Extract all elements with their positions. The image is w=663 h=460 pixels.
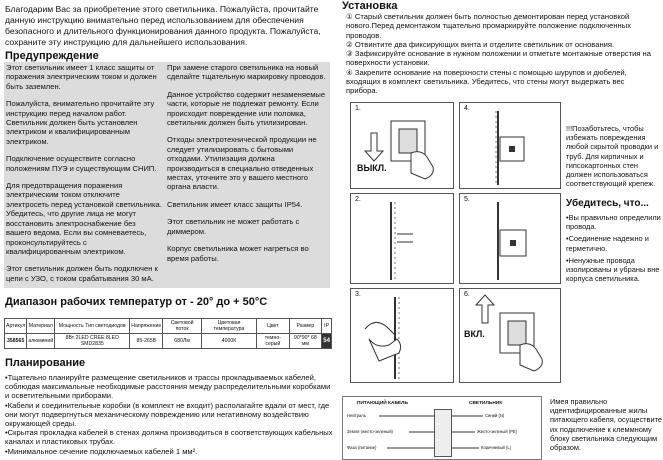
planning-list bbox=[5, 373, 335, 456]
wiring-lines bbox=[343, 397, 543, 460]
installation-step: ① Старый светильник должен быть полностью демонтирован перед установкой нового.Перед демонтажом тщательно промаркируйте положение подключенных проводов. bbox=[346, 12, 632, 40]
spec-row bbox=[5, 334, 332, 349]
rotation-arrow-icon bbox=[365, 322, 395, 335]
spec-cell: 85-265В bbox=[130, 334, 163, 349]
wire-label-left: Фаза (питание) bbox=[347, 445, 377, 450]
warning-paragraph: Для предотвращения поражения электрическим током отключите электросеть перед установкой светильника. Убедитесь, что другие лица не могут восстановить электроснабжение без вашего ведома. Если вы сомневаетесь, проконсультируйтесь с квалифицированным электриком. bbox=[6, 181, 162, 256]
warning-paragraph: Этот светильник имеет 1 класс защиты от поражения электрическим током и должен быть заземлен. bbox=[6, 63, 157, 91]
check-item: •Соединение надежно и герметично. bbox=[566, 234, 649, 253]
panel-number: 3. bbox=[355, 291, 361, 298]
installation-steps bbox=[346, 12, 658, 96]
hidden-wiring-note: !!!Позаботьтесь, чтобы избежать повреждения любой скрытой проводки и труб. Для кирпичных и гипсокартонных стен должен использоваться соответствующий крепеж. bbox=[566, 124, 659, 189]
spec-header: IP bbox=[322, 319, 332, 334]
intro-text: Благодарим Вас за приобретение этого светильника. Пожалуйста, прочитайте данную инструкцию внимательно перед использованием для обеспечения безопасного и длительного функционирования данного продукта. Пожалуйста, сохраните эту инструкцию для дальнейшего использования. bbox=[5, 4, 321, 47]
spec-header: Цветовая температура bbox=[201, 319, 256, 334]
hand-icon bbox=[411, 152, 433, 179]
step-panel-1 bbox=[350, 102, 454, 189]
spec-header: Напряжение bbox=[130, 319, 163, 334]
installation-step: ④ Закрепите основание на поверхности стены с помощью шурупов и дюбелей, входящих в комплект светильника. Убедитесь, что стены могут выдержать вес прибора. bbox=[346, 67, 627, 96]
warning-paragraph: Отходы электротехнической продукции не следует утилизировать с бытовыми отходами. Утилизация должна производиться в специально отведенных местах, уточните это у вашего местного органа власти. bbox=[167, 135, 317, 192]
wiring-note: Имея правильно идентифицированные жилы питающего кабеля, осуществите их подключение к клеммному блоку светильника следующим образом. bbox=[550, 397, 662, 453]
warning-right-column bbox=[167, 63, 328, 271]
wire-label-left: Нейтраль bbox=[347, 413, 366, 418]
spec-cell: 358565 bbox=[5, 334, 27, 349]
installation-step: ② Отвинтите два фиксирующих винта и отделите светильник от основания. bbox=[346, 39, 615, 49]
warning-left-column bbox=[6, 63, 162, 291]
lamp-center-icon bbox=[509, 146, 515, 152]
switch-off-label: ВЫКЛ. bbox=[357, 163, 387, 173]
check-item: •Ненужные провода изолированы и убраны вне корпуса светильника. bbox=[566, 255, 660, 284]
planning-item: •Скрытая прокладка кабелей в стенах должна производиться в соответствующих кабельных каналах и пластиковых трубах. bbox=[5, 428, 333, 447]
panel-number: 4. bbox=[464, 105, 470, 112]
spec-cell-ip: 54 bbox=[322, 334, 332, 349]
wire-label-left: Земля (желто-зеленый) bbox=[347, 429, 393, 434]
ceiling-wires-illustration bbox=[351, 194, 455, 285]
temperature-heading: Диапазон рабочих температур от - 20° до + 50°С bbox=[5, 296, 268, 308]
spec-cell: темно-серый bbox=[257, 334, 289, 349]
warning-heading: Предупреждение bbox=[5, 50, 99, 62]
warning-box bbox=[4, 62, 330, 288]
warning-paragraph: Данное устройство содержит незаменяемые части, которые не подлежат ремонту. Если происходит повреждение или поломка, светильник должен быть утилизирован. bbox=[167, 89, 326, 128]
planning-item: •Тщательно планируйте размещение светильников и трассы прокладываемых кабелей, соблюдая максимальные необходимые расстояния между распределительными коробками и осветительными приборами. bbox=[5, 373, 331, 401]
step-panel-3 bbox=[350, 288, 454, 383]
planning-item: •Минимальное сечение подключаемых кабелей 1 мм². bbox=[5, 446, 198, 456]
panel-number: 1. bbox=[355, 105, 361, 112]
spec-header-row bbox=[5, 319, 332, 334]
warning-paragraph: Этот светильник не может работать с диммером. bbox=[167, 217, 300, 236]
lamp-mounted-illustration bbox=[460, 194, 562, 285]
spec-header: Артикул bbox=[5, 319, 27, 334]
planning-heading: Планирование bbox=[5, 357, 86, 369]
spec-cell: 8Вт 2LED CREE 8LED SMD2835 bbox=[55, 334, 130, 349]
step-panel-6 bbox=[459, 288, 561, 383]
wiring-diagram bbox=[342, 396, 542, 460]
installation-heading: Установка bbox=[342, 0, 398, 12]
spec-header: Материал bbox=[27, 319, 55, 334]
panel-number: 5. bbox=[464, 196, 470, 203]
switch-key-icon bbox=[508, 321, 526, 345]
installation-step: ③ Зафиксируйте основание в нужном положении и отметьте монтажные отверстия на поверхности установки. bbox=[346, 49, 651, 68]
spec-header: Световой поток bbox=[163, 319, 202, 334]
spec-header: Цвет bbox=[257, 319, 289, 334]
panel-number: 2. bbox=[355, 196, 361, 203]
switch-on-label: ВКЛ. bbox=[464, 329, 485, 339]
check-list bbox=[566, 213, 661, 286]
switch-key-icon bbox=[399, 129, 417, 153]
hand-icon bbox=[520, 344, 542, 371]
spec-header: Мощность Тип светодиодов bbox=[55, 319, 130, 334]
arrow-down-icon bbox=[365, 133, 383, 161]
spec-cell: 4000К bbox=[201, 334, 256, 349]
lamp-center-icon bbox=[510, 240, 516, 246]
spec-cell: алюминий bbox=[27, 334, 55, 349]
panel-number: 6. bbox=[464, 291, 470, 298]
warning-paragraph: Этот светильник должен быть подключен к цепи с УЗО, с током срабатывания 30 мА. bbox=[6, 264, 158, 283]
warning-paragraph: Пожалуйста, внимательно прочитайте эту инструкцию перед началом работ. Светильник должен быть установлен электриком и квалифицированным электриком. bbox=[6, 99, 155, 146]
wire-label-right: Синий (N) bbox=[485, 413, 505, 418]
warning-paragraph: Подключение осуществите согласно положениям ПУЭ и существующим СНИП. bbox=[6, 154, 157, 173]
wire-label-right: Коричневый (L) bbox=[481, 445, 512, 450]
arrow-up-icon bbox=[476, 295, 494, 323]
wiring-right-title: СВЕТИЛЬНИК bbox=[469, 401, 503, 406]
switch-off-illustration bbox=[351, 103, 455, 190]
warning-paragraph: Светильник имеет класс защиты IP54. bbox=[167, 199, 303, 209]
spec-cell: 90*90* 68 мм bbox=[289, 334, 322, 349]
spec-table bbox=[4, 318, 332, 349]
planning-item: •Кабели и соединительные коробки (в комплект не входит) располагайте вдали от мест, где они могут подвергнуться механическому повреждению или негативному воздействию окружающей среды. bbox=[5, 400, 330, 429]
wire-label-right: Желто-зеленый (PE) bbox=[477, 429, 518, 434]
check-heading: Убедитесь, что... bbox=[566, 198, 649, 209]
spec-header: Размер bbox=[289, 319, 322, 334]
warning-paragraph: При замене старого светильника на новый сделайте тщательную маркировку проводов. bbox=[167, 63, 326, 82]
spec-cell: 680Лм bbox=[163, 334, 202, 349]
step-panel-2 bbox=[350, 193, 454, 284]
wiring-left-title: ПИТАЮЩИЙ КАБЕЛЬ bbox=[357, 401, 408, 406]
check-item: •Вы правильно определили провода. bbox=[566, 213, 661, 232]
step-panel-4 bbox=[459, 102, 561, 189]
warning-paragraph: Корпус светильника может нагреться во время работы. bbox=[167, 244, 309, 263]
wall-base-illustration bbox=[460, 103, 562, 190]
step-panel-5 bbox=[459, 193, 561, 284]
screwdriver-illustration bbox=[351, 289, 455, 384]
